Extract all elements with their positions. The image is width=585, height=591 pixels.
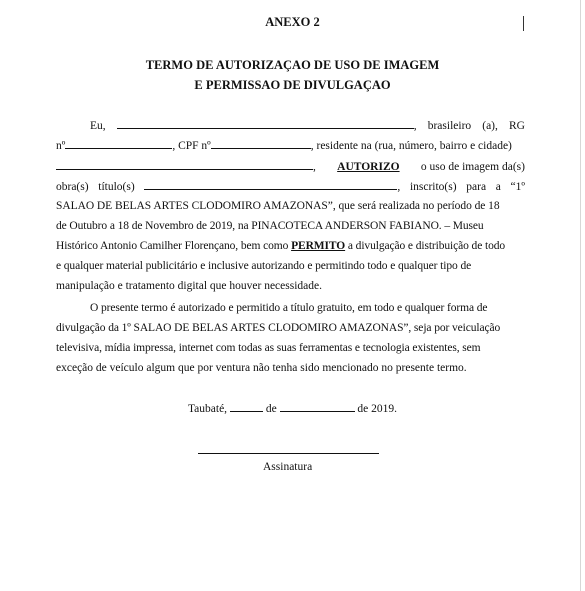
paragraph-1-line-9: manipulação e tratamento digital que houver necessidade. bbox=[56, 280, 322, 292]
address-field[interactable] bbox=[56, 158, 313, 170]
artwork-title-field[interactable] bbox=[144, 178, 397, 190]
rg-field[interactable] bbox=[65, 137, 172, 149]
paragraph-2-line-2: divulgação da 1º SALAO DE BELAS ARTES CLODOMIRO AMAZONAS”, seja por veiculação bbox=[56, 322, 501, 334]
paragraph-1-line-7: Histórico Antonio Camilher Florençano, bem como PERMITO a divulgação e distribuição de todo bbox=[56, 240, 506, 252]
signature-label: Assinatura bbox=[263, 461, 313, 473]
date-line: Taubaté, de de 2019. bbox=[0, 400, 585, 418]
document-title-line-1: TERMO DE AUTORIZAÇAO DE USO DE IMAGEM bbox=[145, 58, 440, 72]
paragraph-1-line-4: obra(s) título(s) , inscrito(s) para a “1º bbox=[56, 178, 525, 196]
day-field[interactable] bbox=[230, 400, 263, 412]
paragraph-2-line-4: exceção de veículo algum que por ventura não tenha sido mencionado no presente termo. bbox=[56, 362, 467, 374]
paragraph-1-line-1: Eu, , brasileiro (a), RG bbox=[90, 117, 525, 135]
paragraph-1-line-6: de Outubro a 18 de Novembro de 2019, na PINACOTECA ANDERSON FABIANO. – Museu bbox=[56, 220, 484, 232]
annex-title: ANEXO 2 bbox=[265, 15, 320, 29]
paragraph-1-line-5: SALAO DE BELAS ARTES CLODOMIRO AMAZONAS”, que será realizada no período de 18 bbox=[56, 200, 500, 212]
paragraph-2-line-3: televisiva, mídia impressa, internet com todas as suas ferramentas e tecnologia existentes, sem bbox=[56, 342, 481, 354]
name-field[interactable] bbox=[117, 117, 414, 129]
paragraph-2-line-1: O presente termo é autorizado e permitido a título gratuito, em todo e qualquer forma de bbox=[90, 302, 488, 314]
paragraph-1-line-8: e qualquer material publicitário e inclusive autorizando e permitindo todo e qualquer tipo de bbox=[56, 260, 472, 272]
paragraph-1-line-3: , AUTORIZO o uso de imagem da(s) bbox=[56, 158, 525, 176]
document-title-line-2: E PERMISSAO DE DIVULGAÇAO bbox=[194, 78, 391, 92]
month-field[interactable] bbox=[280, 400, 355, 412]
cpf-field[interactable] bbox=[211, 137, 311, 149]
signature-line[interactable] bbox=[198, 453, 379, 454]
paragraph-1-line-2: nº , CPF nº , residente na (rua, número, bairro e cidade) bbox=[56, 137, 512, 155]
